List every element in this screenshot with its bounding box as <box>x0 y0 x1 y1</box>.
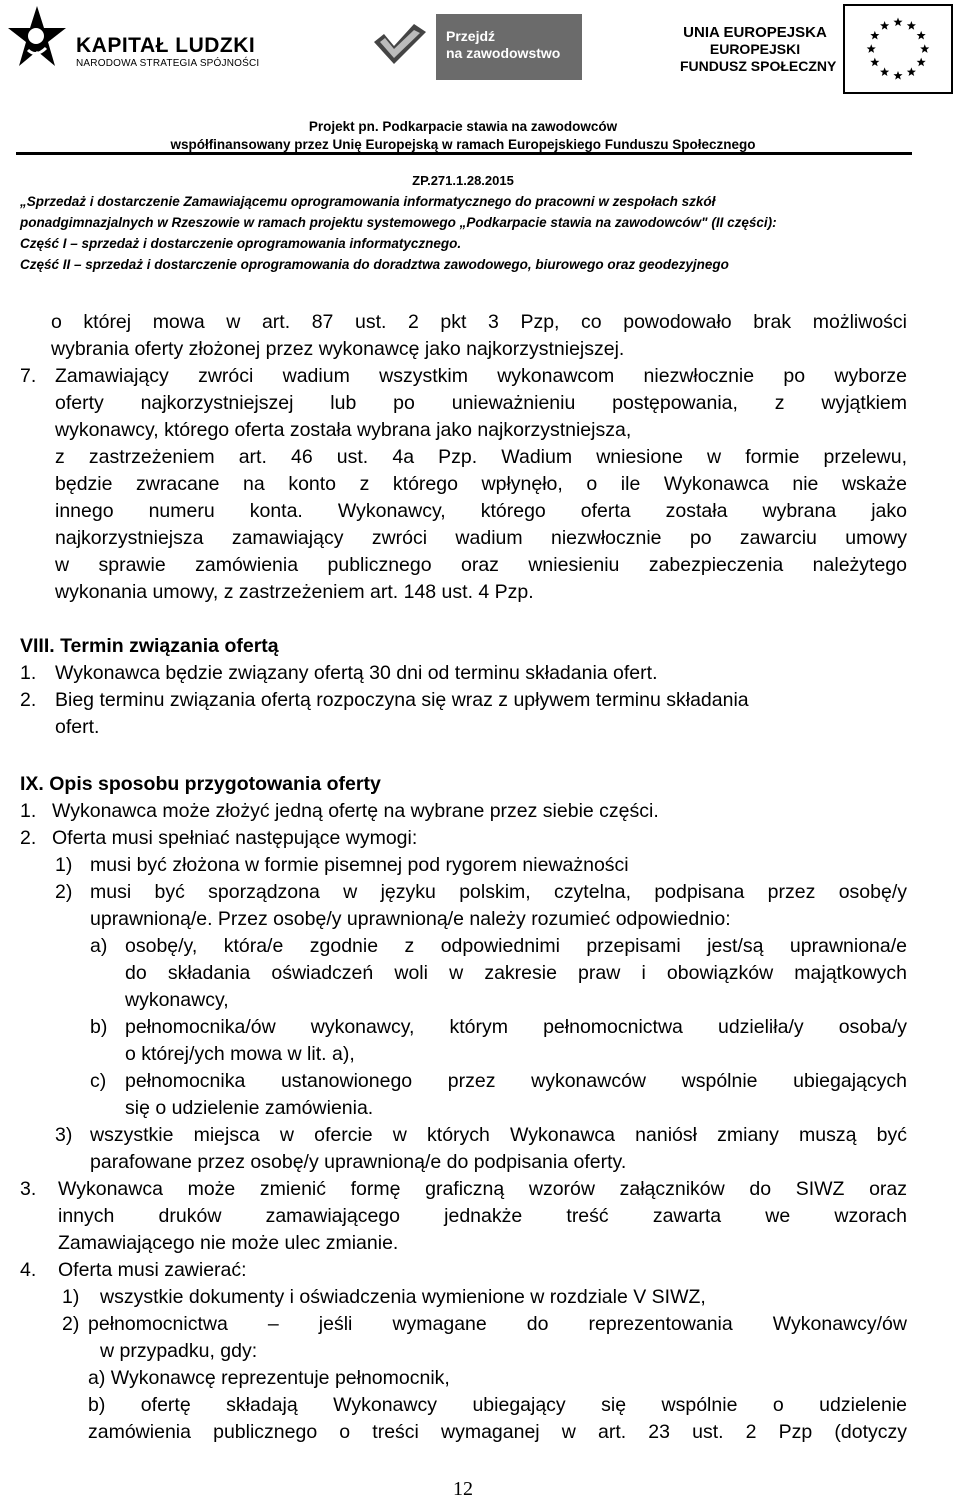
paragraph-line: osobę/y, która/e zgodnie z odpowiednimi przepisami jest/są uprawniona/e <box>125 935 907 957</box>
ue-logo-text <box>680 24 837 75</box>
eu-star-icon <box>920 44 929 53</box>
paragraph-line: w sprawie zamówienia publicznego oraz wniesieniu zabezpieczenia należytego <box>55 554 907 576</box>
project-header <box>0 118 926 154</box>
paragraph-line: wykonawcy, którego oferta została wybrana jako najkorzystniejsza, <box>55 419 632 441</box>
paragraph-line: wszystkie miejsca w ofercie w których Wykonawca naniósł zmiany muszą być <box>90 1124 907 1146</box>
kapital-ludzki-star-icon <box>6 4 68 74</box>
procurement-title-line: Część I – sprzedaż i dostarczenie oprogramowania informatycznego. <box>20 236 462 251</box>
paragraph-line: o której mowa w art. 87 ust. 2 pkt 3 Pzp, co powodowało brak możliwości <box>51 311 907 333</box>
paragraph-line: a) Wykonawcę reprezentuje pełnomocnik, <box>88 1367 450 1389</box>
paragraph-line: musi być złożona w formie pisemnej pod rygorem nieważności <box>90 854 629 876</box>
list-number: 1. <box>20 662 37 684</box>
eu-star-icon <box>870 31 879 40</box>
list-number: 7. <box>20 365 37 387</box>
paragraph-line: innego numeru konta. Wykonawcy, którego oferta została wybrana jako <box>55 500 907 522</box>
kapital-ludzki-logo <box>6 4 260 74</box>
przejdz-logo-line2: na zawodowstwo <box>446 45 561 61</box>
list-number: 1) <box>62 1286 80 1308</box>
eu-star-icon <box>893 71 902 80</box>
paragraph-line: pełnomocnika/ów wykonawcy, którym pełnomocnictwa udzieliła/y osoba/y <box>125 1016 907 1038</box>
procurement-title-line: Część II – sprzedaż i dostarczenie oprogramowania do doradztwa zawodowego, biurowego oraz geodezyjnego <box>20 257 729 272</box>
przejdz-na-zawodowstwo-logo <box>436 14 582 80</box>
ue-logo-line1: UNIA EUROPEJSKA <box>683 24 827 41</box>
list-letter: c) <box>90 1070 107 1092</box>
list-number: 2. <box>20 827 37 849</box>
list-letter: a) <box>90 935 108 957</box>
paragraph-line: Wykonawca będzie związany ofertą 30 dni od terminu składania ofert. <box>55 662 658 684</box>
paragraph-line: wybrania oferty złożonej przez wykonawcę jako najkorzystniejszej. <box>51 338 625 360</box>
przejdz-logo-line1: Przejdź <box>446 28 496 44</box>
paragraph-line: Wykonawca może złożyć jedną ofertę na wybrane przez siebie części. <box>52 800 659 822</box>
ue-logo-line3: FUNDUSZ SPOŁECZNY <box>680 58 837 74</box>
list-number: 3) <box>55 1124 73 1146</box>
page-number: 12 <box>453 1478 473 1500</box>
paragraph-line: najkorzystniejsza zamawiający zwróci wadium niezwłocznie po zawarciu umowy <box>55 527 907 549</box>
ue-logo-line2: EUROPEJSKI <box>709 41 801 57</box>
section-heading: IX. Opis sposobu przygotowania oferty <box>20 773 381 795</box>
list-number: 4. <box>20 1259 37 1281</box>
paragraph-line: z zastrzeżeniem art. 46 ust. 4a Pzp. Wadium wniesione w formie przelewu, <box>55 446 907 468</box>
eu-star-icon <box>907 67 916 76</box>
eu-star-icon <box>880 67 889 76</box>
paragraph-line: do składania oświadczeń woli w zakresie praw i obowiązków majątkowych <box>125 962 907 984</box>
paragraph-line: pełnomocnika ustanowionego przez wykonawców wspólnie ubiegających <box>125 1070 907 1092</box>
project-line-2: współfinansowany przez Unię Europejską w ramach Europejskiego Funduszu Społecznego <box>170 137 756 152</box>
paragraph-line: o której/ych mowa w lit. a), <box>125 1043 355 1065</box>
eu-star-icon <box>867 44 876 53</box>
paragraph-line: w przypadku, gdy: <box>100 1340 258 1362</box>
paragraph-line: się o udzielenie zamówienia. <box>125 1097 374 1119</box>
przejdz-checkmark-icon <box>370 18 430 68</box>
paragraph-line: Oferta musi spełniać następujące wymogi: <box>52 827 418 849</box>
eu-star-icon <box>870 58 879 67</box>
paragraph-line: musi być sporządzona w języku polskim, czytelna, podpisana przez osobę/y <box>90 881 907 903</box>
paragraph-line: wykonania umowy, z zastrzeżeniem art. 148 ust. 4 Pzp. <box>55 581 534 603</box>
eu-flag-icon <box>843 4 953 94</box>
paragraph-line: innych druków zamawiającego jednakże treść zawarta we wzorach <box>58 1205 907 1227</box>
section-heading: VIII. Termin związania ofertą <box>20 635 279 657</box>
paragraph-line: pełnomocnictwa – jeśli wymagane do reprezentowania Wykonawcy/ów <box>88 1313 907 1335</box>
paragraph-line: Wykonawca może zmienić formę graficzną wzorów załączników do SIWZ oraz <box>58 1178 907 1200</box>
paragraph-line: Zamawiający zwróci wadium wszystkim wykonawcom niezwłocznie po wyborze <box>55 365 907 387</box>
paragraph-line: wszystkie dokumenty i oświadczenia wymienione w rozdziale V SIWZ, <box>100 1286 706 1308</box>
paragraph-line: Zamawiającego nie może ulec zmianie. <box>58 1232 399 1254</box>
kapital-ludzki-subtitle: NARODOWA STRATEGIA SPÓJNOŚCI <box>76 58 260 69</box>
reference-number: ZP.271.1.28.2015 <box>412 173 514 188</box>
paragraph-line: będzie zwracane na konto z którego wpłynęło, o ile Wykonawca nie wskaże <box>55 473 907 495</box>
list-number: 1. <box>20 800 37 822</box>
list-letter: b) <box>90 1016 108 1038</box>
procurement-title-line: „Sprzedaż i dostarczenie Zamawiającemu oprogramowania informatycznego do pracowni w zespołach szkół <box>20 194 716 209</box>
kapital-ludzki-name: KAPITAŁ LUDZKI <box>76 34 256 57</box>
header-divider <box>16 152 912 155</box>
list-number: 3. <box>20 1178 37 1200</box>
eu-star-icon <box>917 58 926 67</box>
paragraph-line: ofert. <box>55 716 100 738</box>
paragraph-line: wykonawcy, <box>125 989 229 1011</box>
list-number: 2. <box>20 689 37 711</box>
eu-star-icon <box>880 21 889 30</box>
paragraph-line: oferty najkorzystniejszej lub po unieważnieniu postępowania, z wyjątkiem <box>55 392 907 414</box>
eu-star-icon <box>907 21 916 30</box>
list-number: 2) <box>62 1313 80 1335</box>
paragraph-line: Oferta musi zawierać: <box>58 1259 247 1281</box>
paragraph-line: parafowane przez osobę/y uprawnioną/e do podpisania oferty. <box>90 1151 627 1173</box>
project-line-1: Projekt pn. Podkarpacie stawia na zawodowców <box>308 119 618 134</box>
paragraph-line: Bieg terminu związania ofertą rozpoczyna się wraz z upływem terminu składania <box>55 689 749 711</box>
eu-star-icon <box>893 17 902 26</box>
procurement-title-line: ponadgimnazjalnych w Rzeszowie w ramach projektu systemowego „Podkarpacie stawia na zawodowców" (II części): <box>20 215 777 230</box>
paragraph-line: uprawnioną/e. Przez osobę/y uprawnioną/e należy rozumieć odpowiednio: <box>90 908 731 930</box>
list-number: 1) <box>55 854 73 876</box>
list-number: 2) <box>55 881 73 903</box>
procurement-title <box>20 191 920 275</box>
eu-star-icon <box>917 31 926 40</box>
paragraph-line: b) ofertę składają Wykonawcy ubiegający się wspólnie o udzielenie <box>88 1394 907 1416</box>
paragraph-line: zamówienia publicznego o treści wymaganej w art. 23 ust. 2 Pzp (dotyczy <box>88 1421 907 1443</box>
